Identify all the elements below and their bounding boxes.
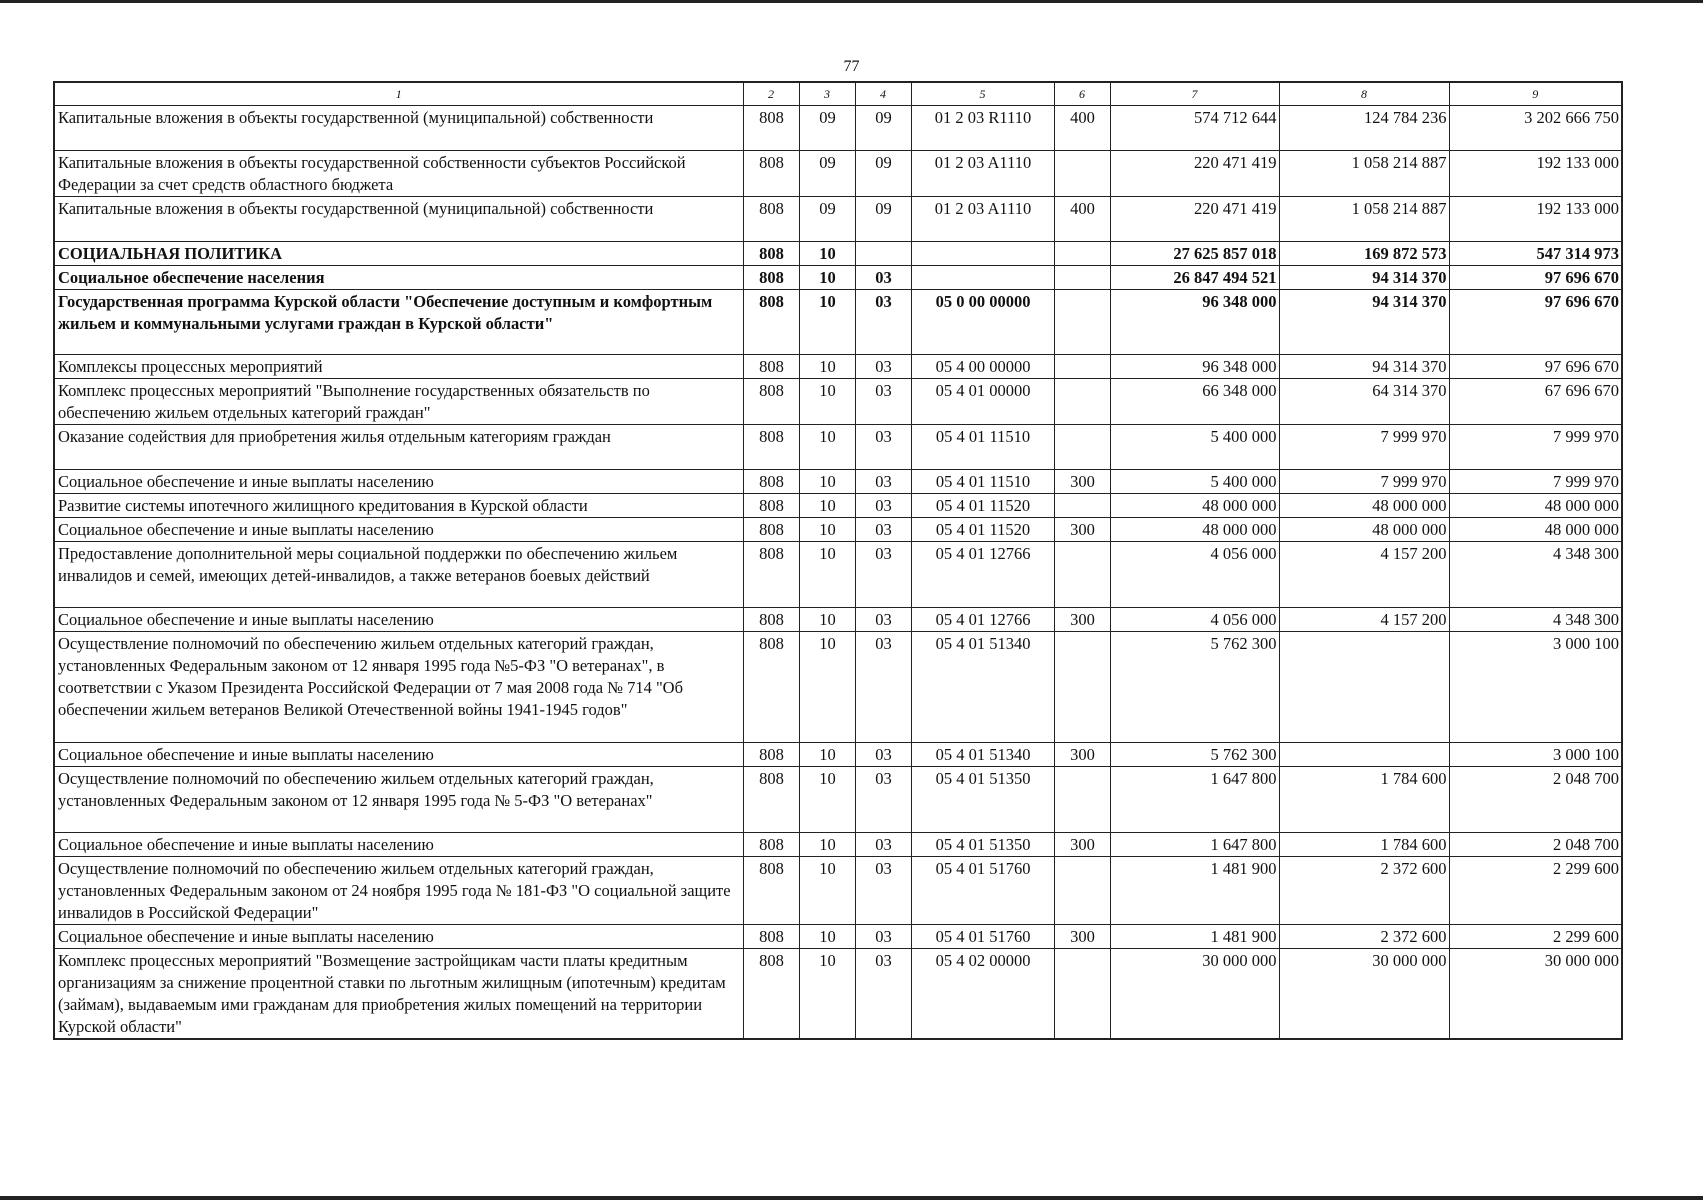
row-name: Капитальные вложения в объекты государственной собственности субъектов Российской Федерации за счет средств областного бюджета (54, 151, 743, 197)
cell-target-article: 01 2 03 A1110 (911, 197, 1054, 242)
table-row (54, 518, 1622, 542)
cell-amount-year2: 7 999 970 (1279, 470, 1449, 494)
column-header: 7 (1110, 82, 1279, 106)
cell-amount-year3: 2 048 700 (1449, 833, 1622, 857)
cell-ministry-code: 808 (743, 542, 799, 608)
cell-section-code: 10 (799, 743, 855, 767)
table-row (54, 355, 1622, 379)
cell-section-code: 10 (799, 925, 855, 949)
cell-expense-type (1054, 857, 1110, 925)
cell-subsection-code (855, 242, 911, 266)
cell-amount-year2: 48 000 000 (1279, 494, 1449, 518)
cell-ministry-code: 808 (743, 425, 799, 470)
row-name: СОЦИАЛЬНАЯ ПОЛИТИКА (54, 242, 743, 266)
cell-amount-year1: 96 348 000 (1110, 355, 1279, 379)
cell-section-code: 10 (799, 425, 855, 470)
column-header: 5 (911, 82, 1054, 106)
table-row (54, 379, 1622, 425)
cell-ministry-code: 808 (743, 355, 799, 379)
cell-ministry-code: 808 (743, 833, 799, 857)
cell-amount-year3: 192 133 000 (1449, 197, 1622, 242)
table-row (54, 608, 1622, 632)
cell-ministry-code: 808 (743, 266, 799, 290)
cell-section-code: 10 (799, 608, 855, 632)
cell-ministry-code: 808 (743, 290, 799, 355)
cell-expense-type (1054, 949, 1110, 1040)
cell-amount-year1: 220 471 419 (1110, 151, 1279, 197)
cell-amount-year3: 2 299 600 (1449, 857, 1622, 925)
table-row (54, 632, 1622, 743)
cell-expense-type (1054, 242, 1110, 266)
cell-expense-type: 300 (1054, 833, 1110, 857)
cell-amount-year3: 4 348 300 (1449, 608, 1622, 632)
cell-subsection-code: 03 (855, 833, 911, 857)
cell-section-code: 09 (799, 106, 855, 151)
budget-table (53, 81, 1623, 1040)
column-header: 3 (799, 82, 855, 106)
cell-amount-year2: 64 314 370 (1279, 379, 1449, 425)
row-name: Предоставление дополнительной меры социальной поддержки по обеспечению жильем инвалидов и семей, имеющих детей-инвалидов, а также ветеранов боевых действий (54, 542, 743, 608)
cell-subsection-code: 03 (855, 925, 911, 949)
cell-expense-type (1054, 494, 1110, 518)
cell-section-code: 10 (799, 857, 855, 925)
cell-section-code: 10 (799, 494, 855, 518)
cell-subsection-code: 03 (855, 355, 911, 379)
table-row (54, 151, 1622, 197)
row-name: Государственная программа Курской области "Обеспечение доступным и комфортным жильем и коммунальными услугами граждан в Курской области" (54, 290, 743, 355)
cell-expense-type: 300 (1054, 518, 1110, 542)
cell-subsection-code: 03 (855, 518, 911, 542)
cell-amount-year2: 1 058 214 887 (1279, 151, 1449, 197)
cell-ministry-code: 808 (743, 632, 799, 743)
table-row (54, 743, 1622, 767)
row-name: Социальное обеспечение и иные выплаты населению (54, 608, 743, 632)
cell-subsection-code: 09 (855, 106, 911, 151)
cell-ministry-code: 808 (743, 151, 799, 197)
cell-target-article: 05 4 01 51350 (911, 767, 1054, 833)
row-name: Осуществление полномочий по обеспечению жильем отдельных категорий граждан, установленных Федеральным законом от 12 января 1995 года № 5-ФЗ "О ветеранах" (54, 767, 743, 833)
cell-target-article: 05 4 01 12766 (911, 608, 1054, 632)
cell-expense-type (1054, 542, 1110, 608)
row-name: Комплекс процессных мероприятий "Выполнение государственных обязательств по обеспечению жильем отдельных категорий граждан" (54, 379, 743, 425)
cell-amount-year1: 220 471 419 (1110, 197, 1279, 242)
cell-ministry-code: 808 (743, 925, 799, 949)
cell-amount-year1: 5 400 000 (1110, 425, 1279, 470)
cell-amount-year3: 67 696 670 (1449, 379, 1622, 425)
cell-subsection-code: 03 (855, 542, 911, 608)
row-name: Капитальные вложения в объекты государственной (муниципальной) собственности (54, 106, 743, 151)
row-name: Осуществление полномочий по обеспечению жильем отдельных категорий граждан, установленных Федеральным законом от 24 ноября 1995 года № 181-ФЗ "О социальной защите инвалидов в Российской Федерации" (54, 857, 743, 925)
cell-expense-type (1054, 290, 1110, 355)
column-header: 9 (1449, 82, 1622, 106)
cell-amount-year3: 97 696 670 (1449, 355, 1622, 379)
cell-section-code: 10 (799, 290, 855, 355)
cell-subsection-code: 03 (855, 266, 911, 290)
table-row (54, 542, 1622, 608)
cell-amount-year3: 97 696 670 (1449, 266, 1622, 290)
page-number: 77 (843, 58, 860, 75)
cell-amount-year3: 3 000 100 (1449, 632, 1622, 743)
cell-target-article (911, 242, 1054, 266)
table-row (54, 494, 1622, 518)
cell-expense-type (1054, 266, 1110, 290)
cell-amount-year3: 7 999 970 (1449, 425, 1622, 470)
table-body (54, 106, 1622, 1040)
cell-amount-year3: 3 000 100 (1449, 743, 1622, 767)
column-header: 2 (743, 82, 799, 106)
cell-expense-type: 400 (1054, 106, 1110, 151)
cell-subsection-code: 03 (855, 949, 911, 1040)
cell-amount-year2: 2 372 600 (1279, 857, 1449, 925)
cell-subsection-code: 03 (855, 494, 911, 518)
cell-amount-year2: 169 872 573 (1279, 242, 1449, 266)
cell-target-article: 05 4 01 11510 (911, 425, 1054, 470)
cell-amount-year1: 1 481 900 (1110, 857, 1279, 925)
cell-subsection-code: 03 (855, 425, 911, 470)
cell-amount-year1: 574 712 644 (1110, 106, 1279, 151)
table-row (54, 470, 1622, 494)
cell-amount-year2 (1279, 743, 1449, 767)
table-row (54, 833, 1622, 857)
cell-expense-type (1054, 355, 1110, 379)
cell-amount-year3: 3 202 666 750 (1449, 106, 1622, 151)
cell-ministry-code: 808 (743, 767, 799, 833)
cell-amount-year2: 30 000 000 (1279, 949, 1449, 1040)
cell-expense-type: 400 (1054, 197, 1110, 242)
cell-section-code: 10 (799, 518, 855, 542)
cell-section-code: 10 (799, 632, 855, 743)
cell-amount-year2: 94 314 370 (1279, 355, 1449, 379)
row-name: Осуществление полномочий по обеспечению жильем отдельных категорий граждан, установленных Федеральным законом от 12 января 1995 года №5-ФЗ "О ветеранах", в соответствии с Указом Президента Российской Федерации от 7 мая 2008 года № 714 "Об обеспечении жильем ветеранов Великой Отечественной войны 1941-1945 годов" (54, 632, 743, 743)
table-row (54, 242, 1622, 266)
cell-amount-year3: 4 348 300 (1449, 542, 1622, 608)
row-name: Оказание содействия для приобретения жилья отдельным категориям граждан (54, 425, 743, 470)
cell-amount-year1: 5 400 000 (1110, 470, 1279, 494)
cell-amount-year1: 1 647 800 (1110, 767, 1279, 833)
table-row (54, 925, 1622, 949)
cell-section-code: 10 (799, 379, 855, 425)
cell-target-article: 01 2 03 R1110 (911, 106, 1054, 151)
cell-section-code: 10 (799, 767, 855, 833)
cell-subsection-code: 03 (855, 608, 911, 632)
cell-target-article: 05 4 01 51340 (911, 632, 1054, 743)
cell-amount-year2: 94 314 370 (1279, 290, 1449, 355)
cell-amount-year2: 94 314 370 (1279, 266, 1449, 290)
cell-amount-year1: 26 847 494 521 (1110, 266, 1279, 290)
table-row (54, 857, 1622, 925)
cell-amount-year1: 1 647 800 (1110, 833, 1279, 857)
table-row (54, 106, 1622, 151)
cell-amount-year3: 547 314 973 (1449, 242, 1622, 266)
cell-ministry-code: 808 (743, 106, 799, 151)
cell-target-article: 05 4 01 11510 (911, 470, 1054, 494)
table-row (54, 425, 1622, 470)
cell-section-code: 10 (799, 242, 855, 266)
cell-amount-year1: 5 762 300 (1110, 743, 1279, 767)
cell-amount-year3: 48 000 000 (1449, 518, 1622, 542)
cell-section-code: 10 (799, 833, 855, 857)
row-name: Социальное обеспечение и иные выплаты населению (54, 470, 743, 494)
column-header: 6 (1054, 82, 1110, 106)
cell-ministry-code: 808 (743, 518, 799, 542)
cell-target-article: 05 4 01 00000 (911, 379, 1054, 425)
cell-target-article (911, 266, 1054, 290)
cell-amount-year1: 96 348 000 (1110, 290, 1279, 355)
row-name: Социальное обеспечение населения (54, 266, 743, 290)
cell-subsection-code: 03 (855, 767, 911, 833)
cell-target-article: 05 4 01 12766 (911, 542, 1054, 608)
cell-amount-year2: 4 157 200 (1279, 542, 1449, 608)
column-header: 8 (1279, 82, 1449, 106)
cell-ministry-code: 808 (743, 857, 799, 925)
cell-subsection-code: 03 (855, 379, 911, 425)
cell-expense-type: 300 (1054, 608, 1110, 632)
row-name: Социальное обеспечение и иные выплаты населению (54, 743, 743, 767)
cell-subsection-code: 09 (855, 151, 911, 197)
cell-subsection-code: 03 (855, 290, 911, 355)
cell-expense-type: 300 (1054, 925, 1110, 949)
cell-expense-type (1054, 379, 1110, 425)
cell-amount-year1: 4 056 000 (1110, 542, 1279, 608)
cell-section-code: 10 (799, 470, 855, 494)
cell-target-article: 05 4 01 51340 (911, 743, 1054, 767)
cell-target-article: 05 4 01 11520 (911, 494, 1054, 518)
cell-amount-year2 (1279, 632, 1449, 743)
cell-amount-year1: 48 000 000 (1110, 518, 1279, 542)
cell-amount-year3: 2 299 600 (1449, 925, 1622, 949)
column-header: 1 (54, 82, 743, 106)
table-row (54, 290, 1622, 355)
cell-amount-year3: 48 000 000 (1449, 494, 1622, 518)
cell-ministry-code: 808 (743, 242, 799, 266)
cell-expense-type (1054, 425, 1110, 470)
cell-amount-year2: 1 784 600 (1279, 767, 1449, 833)
cell-expense-type (1054, 632, 1110, 743)
cell-amount-year2: 4 157 200 (1279, 608, 1449, 632)
cell-amount-year3: 97 696 670 (1449, 290, 1622, 355)
cell-amount-year1: 4 056 000 (1110, 608, 1279, 632)
cell-target-article: 05 0 00 00000 (911, 290, 1054, 355)
cell-ministry-code: 808 (743, 470, 799, 494)
cell-amount-year3: 192 133 000 (1449, 151, 1622, 197)
table-row (54, 767, 1622, 833)
cell-amount-year3: 2 048 700 (1449, 767, 1622, 833)
cell-amount-year2: 48 000 000 (1279, 518, 1449, 542)
cell-expense-type: 300 (1054, 470, 1110, 494)
column-header: 4 (855, 82, 911, 106)
cell-subsection-code: 03 (855, 743, 911, 767)
cell-target-article: 01 2 03 A1110 (911, 151, 1054, 197)
cell-amount-year1: 30 000 000 (1110, 949, 1279, 1040)
table-row (54, 949, 1622, 1040)
header-row (54, 82, 1622, 106)
row-name: Капитальные вложения в объекты государственной (муниципальной) собственности (54, 197, 743, 242)
row-name: Социальное обеспечение и иные выплаты населению (54, 925, 743, 949)
cell-section-code: 10 (799, 355, 855, 379)
cell-amount-year2: 1 784 600 (1279, 833, 1449, 857)
cell-amount-year2: 124 784 236 (1279, 106, 1449, 151)
cell-section-code: 09 (799, 197, 855, 242)
cell-target-article: 05 4 02 00000 (911, 949, 1054, 1040)
cell-subsection-code: 03 (855, 632, 911, 743)
cell-target-article: 05 4 01 51760 (911, 925, 1054, 949)
cell-section-code: 10 (799, 542, 855, 608)
cell-target-article: 05 4 01 51760 (911, 857, 1054, 925)
table-row (54, 266, 1622, 290)
cell-ministry-code: 808 (743, 949, 799, 1040)
cell-section-code: 09 (799, 151, 855, 197)
cell-subsection-code: 03 (855, 470, 911, 494)
cell-section-code: 10 (799, 266, 855, 290)
cell-amount-year1: 27 625 857 018 (1110, 242, 1279, 266)
cell-target-article: 05 4 01 51350 (911, 833, 1054, 857)
cell-amount-year2: 7 999 970 (1279, 425, 1449, 470)
cell-section-code: 10 (799, 949, 855, 1040)
row-name: Комплекс процессных мероприятий "Возмещение застройщикам части платы кредитным организациям за снижение процентной ставки по льготным жилищным (ипотечным) кредитам (займам), выдаваемым ими гражданам для приобретения жилых помещений на территории Курской области" (54, 949, 743, 1040)
row-name: Социальное обеспечение и иные выплаты населению (54, 833, 743, 857)
cell-expense-type (1054, 767, 1110, 833)
cell-target-article: 05 4 01 11520 (911, 518, 1054, 542)
cell-amount-year2: 1 058 214 887 (1279, 197, 1449, 242)
cell-amount-year3: 30 000 000 (1449, 949, 1622, 1040)
cell-ministry-code: 808 (743, 379, 799, 425)
cell-amount-year1: 48 000 000 (1110, 494, 1279, 518)
row-name: Социальное обеспечение и иные выплаты населению (54, 518, 743, 542)
cell-expense-type (1054, 151, 1110, 197)
cell-amount-year2: 2 372 600 (1279, 925, 1449, 949)
cell-expense-type: 300 (1054, 743, 1110, 767)
row-name: Комплексы процессных мероприятий (54, 355, 743, 379)
cell-amount-year1: 1 481 900 (1110, 925, 1279, 949)
cell-target-article: 05 4 00 00000 (911, 355, 1054, 379)
cell-ministry-code: 808 (743, 608, 799, 632)
cell-amount-year1: 66 348 000 (1110, 379, 1279, 425)
cell-amount-year3: 7 999 970 (1449, 470, 1622, 494)
row-name: Развитие системы ипотечного жилищного кредитования в Курской области (54, 494, 743, 518)
cell-amount-year1: 5 762 300 (1110, 632, 1279, 743)
cell-subsection-code: 09 (855, 197, 911, 242)
cell-ministry-code: 808 (743, 494, 799, 518)
cell-ministry-code: 808 (743, 197, 799, 242)
cell-subsection-code: 03 (855, 857, 911, 925)
cell-ministry-code: 808 (743, 743, 799, 767)
table-row (54, 197, 1622, 242)
